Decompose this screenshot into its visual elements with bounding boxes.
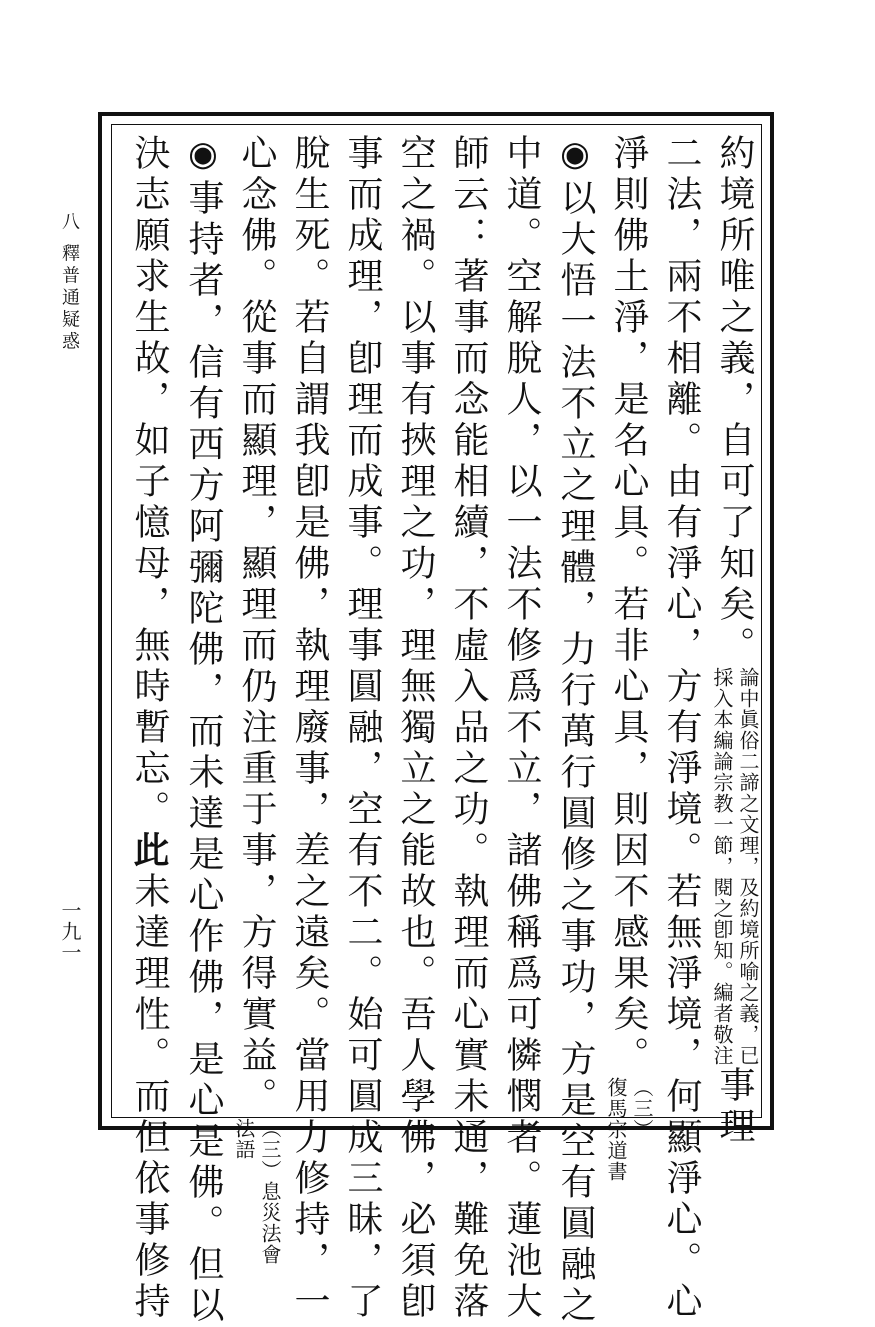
annotation-line: （三）息災法會: [258, 1118, 282, 1265]
page-number: 一九一: [58, 900, 82, 963]
annotation-line: 復馬宗道書: [604, 1077, 628, 1182]
bullseye-icon: ◉: [183, 134, 223, 179]
text-column-10: [230, 134, 283, 1265]
column-text: 事理: [714, 1066, 755, 1148]
source-note: [603, 1077, 655, 1182]
text-column-12: [122, 134, 176, 1323]
text-column-11: [176, 134, 230, 1327]
text-column-7: [389, 134, 442, 1323]
column-text: 約境所唯之義，自可了知矣。: [714, 134, 755, 667]
text-column-4: [548, 134, 602, 1327]
column-text: 空之禍。以事有挾理之功，理無獨立之能故也。吾人學佛，必須卽: [395, 134, 436, 1323]
text-column-1: [708, 134, 761, 1148]
annotation-line: （三）: [630, 1077, 654, 1140]
column-text: 心念佛。從事而顯理，顯理而仍注重于事，方得實益。: [236, 134, 277, 1118]
column-text: 脫生死。若自謂我卽是佛，執理廢事，差之遠矣。當用力修持，一: [289, 134, 330, 1323]
annotation-line: 法語: [232, 1118, 256, 1160]
text-column-9: [283, 134, 336, 1323]
column-text: 事持者，信有西方阿彌陀佛，而未達是心作佛，是心是佛。但以: [183, 179, 224, 1327]
annotation-line: 論中眞俗二諦之文理，及約境所喻之義，已: [736, 667, 760, 1066]
annotation: [709, 667, 761, 1066]
column-text: 以大悟一法不立之理體，力行萬行圓修之事功，方是空有圓融之: [555, 179, 596, 1327]
text-column-5: [495, 134, 548, 1323]
running-header: 八 釋普通疑惑: [59, 212, 80, 354]
main-text: [112, 134, 761, 1327]
text-column-8: [336, 134, 389, 1323]
column-text: 未達理性。而但依事修持: [129, 872, 170, 1323]
emphasis-text: 此: [128, 831, 170, 872]
text-column-2: [655, 134, 708, 1323]
column-text: 決志願求生故，如子憶母，無時暫忘。: [129, 134, 170, 831]
annotation-line: 採入本編論宗教一節，閱之卽知。編者敬注: [710, 667, 734, 1066]
text-column-3: [602, 134, 655, 1182]
column-text: 事而成理，卽理而成事。理事圓融，空有不二。始可圓成三昧，了: [342, 134, 383, 1323]
source-note: [231, 1118, 283, 1265]
column-text: 中道。空解脫人，以一法不修爲不立，諸佛稱爲可憐憫者。蓮池大: [501, 134, 542, 1323]
text-column-6: [442, 134, 495, 1323]
column-text: 二法，兩不相離。由有淨心，方有淨境。若無淨境，何顯淨心。心: [661, 134, 702, 1323]
bullseye-icon: ◉: [555, 134, 595, 179]
column-text: 師云：著事而念能相續，不虛入品之功。執理而心實未通，難免落: [448, 134, 489, 1323]
column-text: 淨則佛土淨，是名心具。若非心具，則因不感果矣。: [608, 134, 649, 1077]
